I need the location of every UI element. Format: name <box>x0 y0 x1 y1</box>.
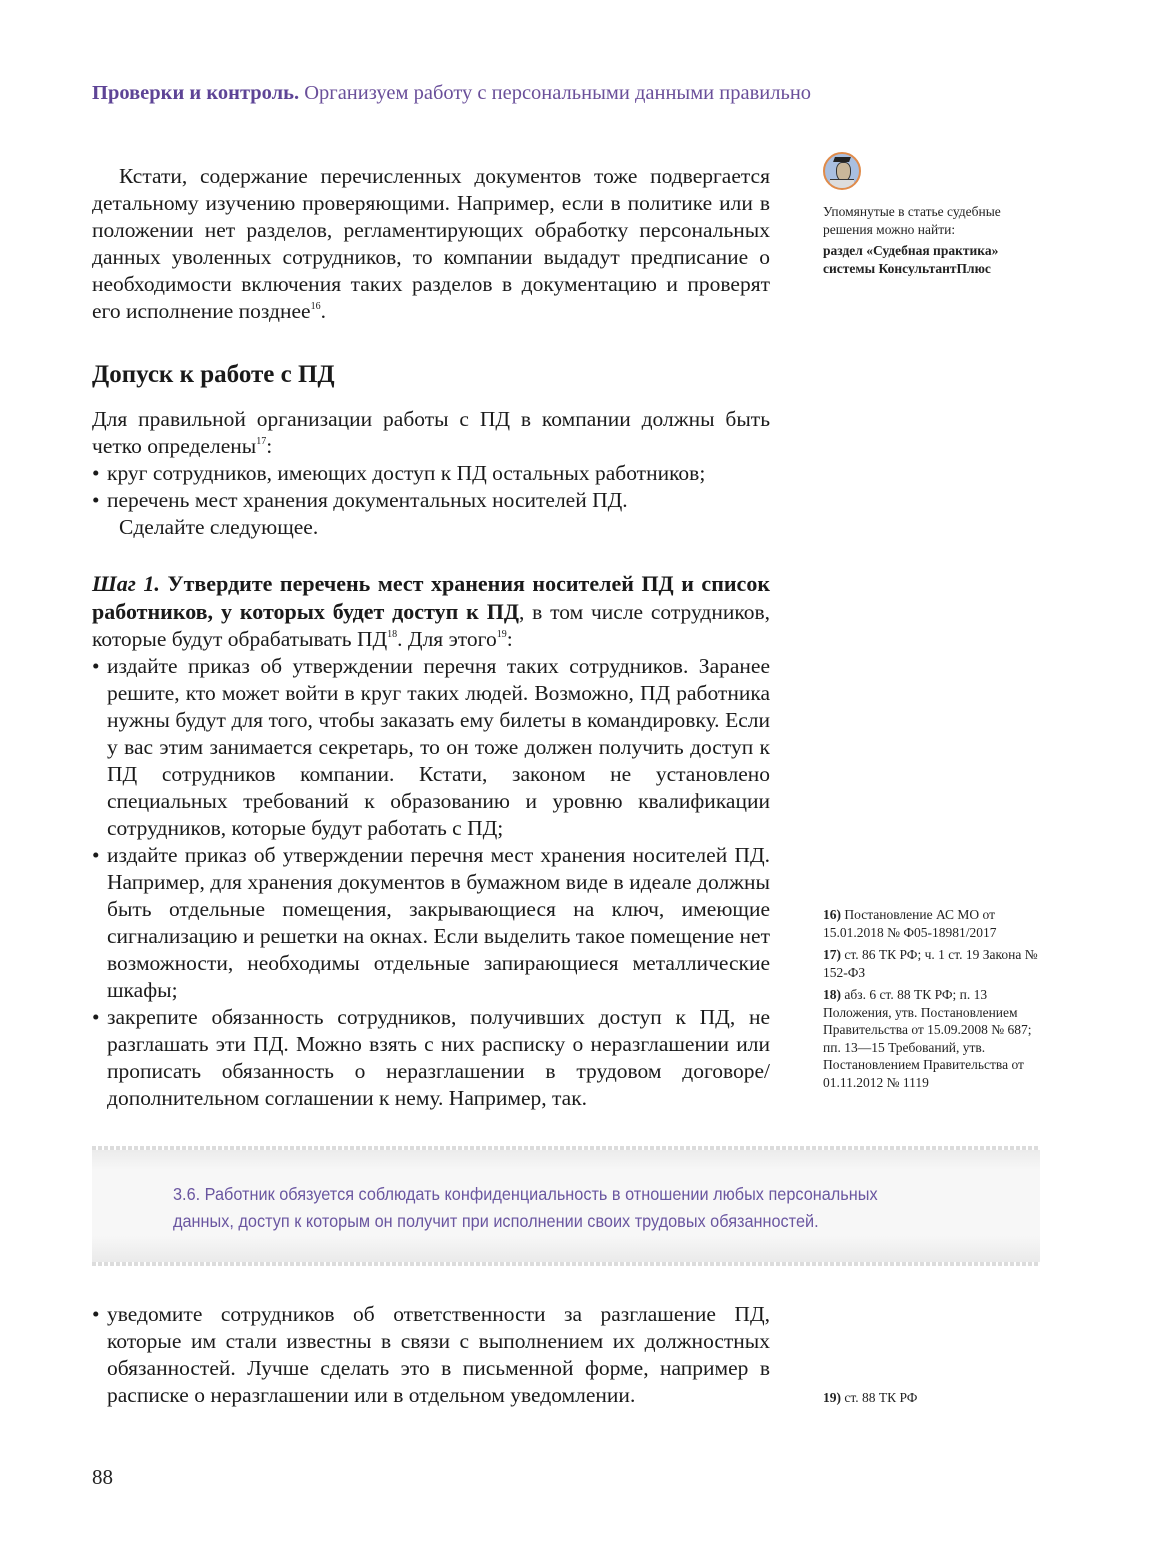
footnote-text: Постановление АС МО от 15.01.2018 № Ф05-18981/2017 <box>823 907 997 940</box>
step1-section <box>92 570 770 1112</box>
footnote-number: 19) <box>823 1390 841 1405</box>
footnote-number: 18) <box>823 987 841 1002</box>
footnote-number: 17) <box>823 947 841 962</box>
list-item: • закрепите обязанность сотрудников, получивших доступ к ПД, не разглашать эти ПД. Можно взять с них расписку о неразглашении или прописать обязанность о неразглашении в трудовом договоре/дополнительном соглашении к нему. Например, так. <box>92 1004 770 1112</box>
footnote-16 <box>823 906 1048 941</box>
list-item: • круг сотрудников, имеющих доступ к ПД остальных работников; <box>92 460 770 487</box>
footnote-text: ст. 86 ТК РФ; ч. 1 ст. 19 Закона № 152-ФЗ <box>823 947 1038 980</box>
do-following: Сделайте следующее. <box>119 515 319 539</box>
running-header <box>92 82 811 105</box>
step1-text-2: . Для этого <box>397 627 497 651</box>
footnote-text: ст. 88 ТК РФ <box>841 1390 918 1405</box>
section-heading: Допуск к работе с ПД <box>92 361 335 388</box>
list-item: • уведомите сотрудников об ответственности за разглашение ПД, которые им стали известны в связи с выполнением их должностных обязанностей. Лучше сделать это в письменной форме, например в расписке о неразглашении или в отдельном уведомлении. <box>92 1301 770 1409</box>
footnote-19 <box>823 1389 1048 1407</box>
sidebar-note <box>823 152 1048 277</box>
footnote-ref-16[interactable]: 16 <box>310 301 321 312</box>
professor-avatar-icon <box>823 152 861 190</box>
footnote-18 <box>823 986 1048 1091</box>
step1-text: , в том числе сотрудников, которые будут обрабатывать ПД <box>92 600 770 651</box>
list-item: • перечень мест хранения документальных носителей ПД. <box>92 487 770 514</box>
intro-text: Кстати, содержание перечисленных документов тоже подвергается детальному изучению проверяющими. Например, если в политике или в положении нет разделов, регламентирующих обработку персональных данных уволенных сотрудников, то компании выдадут предписание о необходимости включения таких разделов в документацию и проверят его исполнение позднее <box>92 164 770 323</box>
sidebar-note-source: раздел «Судебная практика» системы КонсультантПлюс <box>823 243 999 276</box>
final-list <box>92 1301 770 1409</box>
list-item: • издайте приказ об утверждении перечня мест хранения носителей ПД. Например, для хранения документов в бумажном виде в идеале должны быть отдельные помещения, закрывающиеся на ключ, имеющие сигнализацию и решетки на окнах. Если выделить такое помещение нет возможности, необходимы отдельные запирающиеся металлические шкафы; <box>92 842 770 1004</box>
step1-label: Шаг 1. <box>92 571 160 596</box>
access-end: : <box>266 434 273 458</box>
footnote-ref-17[interactable]: 17 <box>256 436 267 447</box>
intro-end: . <box>320 299 326 323</box>
sidebar-note-text: Упомянутые в статье судебные решения можно найти: <box>823 204 1001 237</box>
list-item: • издайте приказ об утверждении перечня таких сотрудников. Заранее решите, кто может войти в круг таких людей. Возможно, ПД работника нужны будут для того, чтобы заказать ему билеты в командировку. Если у вас этим занимается секретарь, то он тоже должен получить доступ к ПД сотрудников компании. Кстати, законом не установлено специальных требований к образованию и уровню квалификации сотрудников, которые будут работать с ПД; <box>92 653 770 842</box>
page-number: 88 <box>92 1465 113 1489</box>
access-list <box>92 460 770 514</box>
running-header-title: Организуем работу с персональными данными правильно <box>299 82 812 104</box>
step1-title: Утвердите перечень мест хранения носителей ПД и список работников, у которых будет доступ к ПД <box>92 571 770 624</box>
footnote-ref-18[interactable]: 18 <box>387 629 398 640</box>
footnote-number: 16) <box>823 907 841 922</box>
access-section <box>92 406 770 541</box>
example-quote-box <box>92 1146 1040 1266</box>
final-section <box>92 1301 770 1409</box>
intro-paragraph <box>92 163 770 325</box>
footnote-ref-19[interactable]: 19 <box>496 629 507 640</box>
running-header-section: Проверки и контроль. <box>92 82 300 104</box>
footnote-text: абз. 6 ст. 88 ТК РФ; п. 13 Положения, утв. Постановлением Правительства от 15.09.2008 № 687; пп. 13—15 Требований, утв. Постановлением Правительства от 01.11.2012 № 1119 <box>823 987 1032 1090</box>
access-text: Для правильной организации работы с ПД в компании должны быть четко определены <box>92 407 770 458</box>
footnotes-block <box>823 906 1048 1096</box>
step1-list <box>92 653 770 1112</box>
example-quote-text: 3.6. Работник обязуется соблюдать конфиденциальность в отношении любых персональных данных, доступ к которым он получит при исполнении своих трудовых обязанностей. <box>173 1184 878 1231</box>
footnote-17 <box>823 946 1048 981</box>
step1-end: : <box>506 627 513 651</box>
